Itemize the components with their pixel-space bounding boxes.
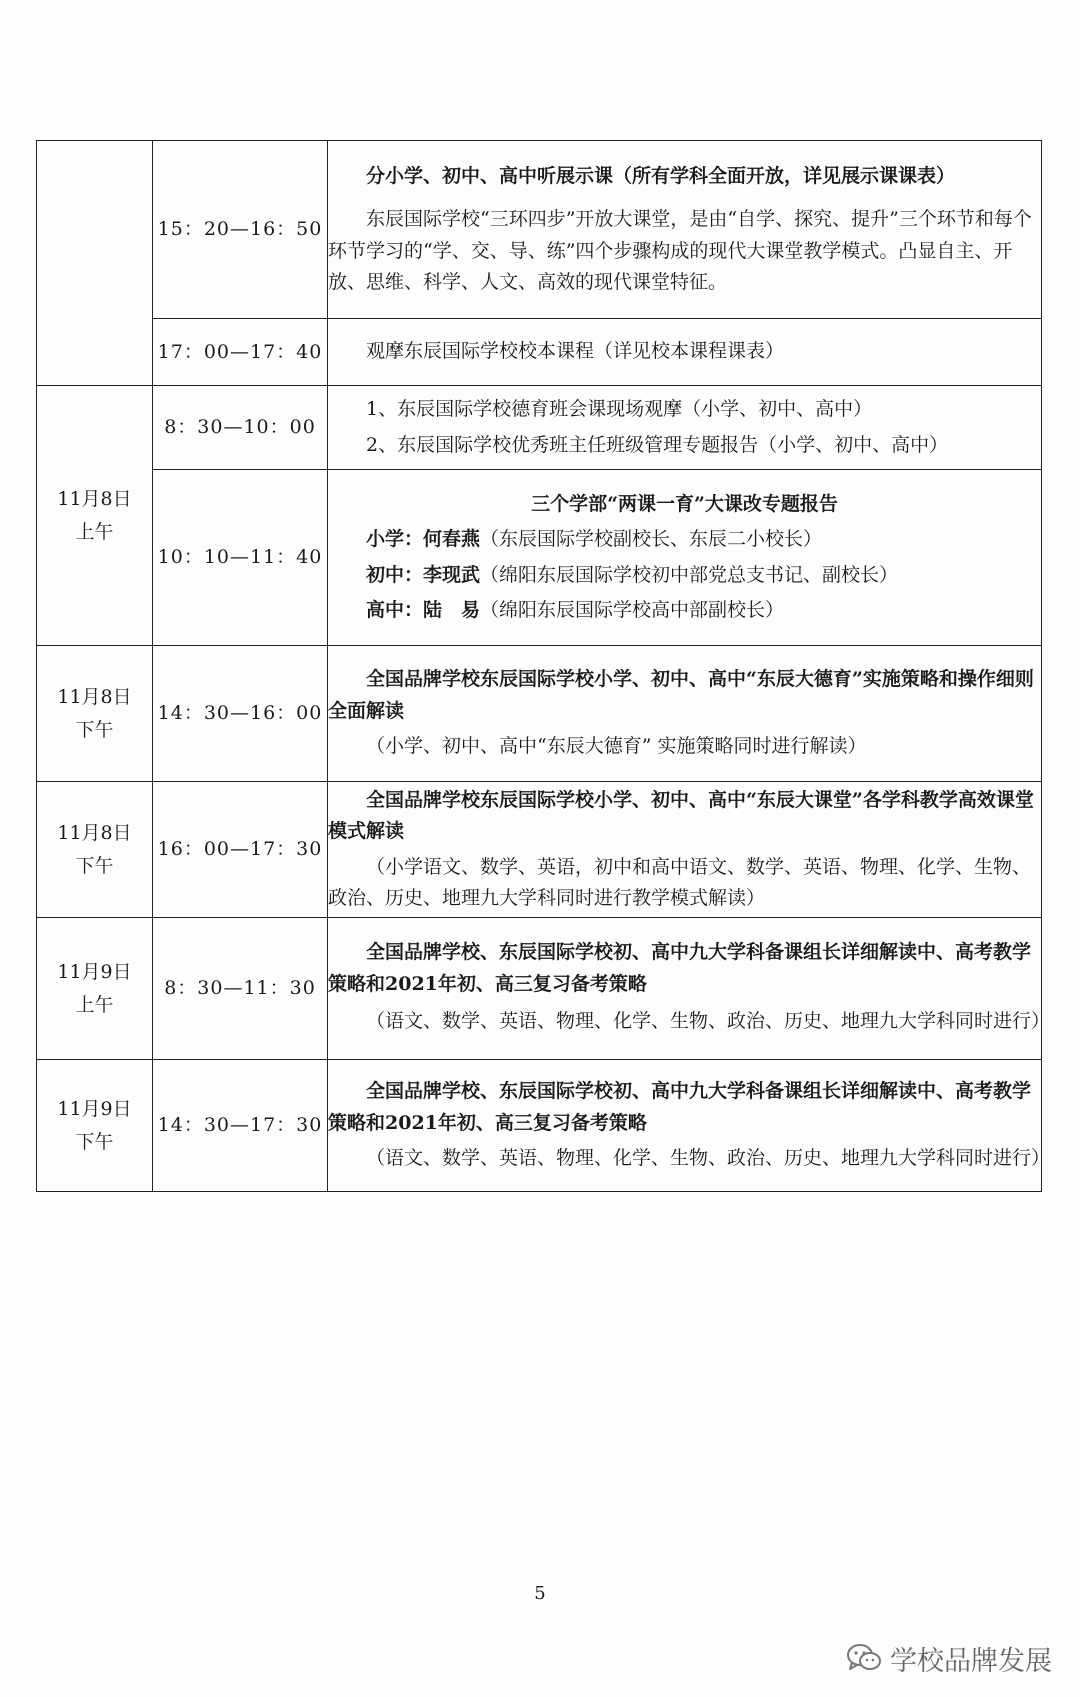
session-title: 分小学、初中、高中听展示课（所有学科全面开放，详见展示课课表） (366, 164, 956, 187)
wechat-icon (846, 1643, 882, 1673)
period-label: 下午 (75, 718, 114, 741)
speaker-line (328, 593, 1041, 628)
session-description: （小学语文、数学、英语，初中和高中语文、数学、英语、物理、化学、生物、政治、历史、地理九大学科同时进行教学模式解读） (328, 855, 1032, 909)
table-row (37, 141, 1042, 319)
period-label: 下午 (75, 854, 114, 877)
date-cell (37, 386, 153, 646)
page-number: 5 (534, 1583, 546, 1604)
time-cell: 10：10—11：40 (153, 470, 328, 646)
date-cell (37, 782, 153, 918)
session-title: 全国品牌学校东辰国际学校小学、初中、高中“东辰大德育”实施策略和操作细则全面解读 (328, 668, 1034, 722)
date-label: 11月9日 (57, 1098, 132, 1121)
date-label: 11月8日 (57, 822, 132, 845)
date-cell (37, 918, 153, 1060)
date-cell (37, 1060, 153, 1192)
list-item: 1、东辰国际学校德育班会课现场观摩（小学、初中、高中） (366, 398, 873, 421)
time-cell: 14：30—16：00 (153, 646, 328, 782)
table-row (37, 918, 1042, 1060)
table-row (37, 1060, 1042, 1192)
content-cell (328, 918, 1051, 1060)
period-label: 下午 (75, 1130, 114, 1153)
content-cell (328, 319, 1042, 386)
date-label: 11月8日 (57, 686, 132, 709)
period-label: 上午 (75, 520, 114, 543)
speaker-title: （东辰国际学校副校长、东辰二小校长） (480, 528, 823, 551)
list-item: 2、东辰国际学校优秀班主任班级管理专题报告（小学、初中、高中） (366, 433, 949, 456)
session-description: （语文、数学、英语、物理、化学、生物、政治、历史、地理九大学科同时进行） (366, 1010, 1051, 1033)
time-cell: 15：20—16：50 (153, 141, 328, 319)
session-title: 全国品牌学校、东辰国际学校初、高中九大学科备课组长详细解读中、高考教学策略和2021年初、高三复习备考策略 (328, 1080, 1032, 1134)
time-cell: 16：00—17：30 (153, 782, 328, 918)
session-title: 三个学部“两课一育”大课改专题报告 (531, 492, 838, 515)
watermark (846, 1640, 1052, 1676)
speaker-name: 小学：何春燕 (366, 528, 481, 551)
table-row (37, 782, 1042, 918)
content-cell (328, 646, 1042, 782)
content-cell (328, 141, 1042, 319)
watermark-text: 学校品牌发展 (890, 1645, 1052, 1677)
content-cell (328, 386, 1042, 470)
schedule-table (36, 140, 1051, 1192)
speaker-title: （绵阳东辰国际学校高中部副校长） (480, 598, 785, 621)
time-cell: 8：30—10：00 (153, 386, 328, 470)
period-label: 上午 (75, 993, 114, 1016)
time-cell: 8：30—11：30 (153, 918, 328, 1060)
table-row (37, 386, 1042, 470)
session-description: （小学、初中、高中“东辰大德育” 实施策略同时进行解读） (366, 735, 867, 758)
date-cell-empty (37, 141, 153, 386)
content-cell (328, 782, 1042, 918)
speaker-name: 高中：陆 易 (366, 598, 481, 621)
speaker-line (328, 558, 1041, 593)
time-cell: 14：30—17：30 (153, 1060, 328, 1192)
speaker-title: （绵阳东辰国际学校初中部党总支书记、副校长） (480, 563, 899, 586)
date-label: 11月9日 (57, 961, 132, 984)
table-row (37, 319, 1042, 386)
speaker-name: 初中：李现武 (366, 563, 481, 586)
table-row (37, 470, 1042, 646)
session-description: 东辰国际学校“三环四步”开放大课堂，是由“自学、探究、提升”三个环节和每个环节学习的“学、交、导、练”四个步骤构成的现代大课堂教学模式。凸显自主、开放、思维、科学、人文、高效的现代课堂特征。 (328, 208, 1032, 293)
content-cell (328, 1060, 1051, 1192)
session-description: （语文、数学、英语、物理、化学、生物、政治、历史、地理九大学科同时进行） (366, 1147, 1051, 1170)
date-label: 11月8日 (57, 488, 132, 511)
session-title: 全国品牌学校东辰国际学校小学、初中、高中“东辰大课堂”各学科教学高效课堂模式解读 (328, 788, 1034, 843)
date-cell (37, 646, 153, 782)
speaker-line (328, 522, 1041, 557)
session-title: 全国品牌学校、东辰国际学校初、高中九大学科备课组长详细解读中、高考教学策略和2021年初、高三复习备考策略 (328, 941, 1032, 995)
content-cell (328, 470, 1042, 646)
session-description: 观摩东辰国际学校校本课程（详见校本课程课表） (366, 340, 785, 363)
table-row (37, 646, 1042, 782)
time-cell: 17：00—17：40 (153, 319, 328, 386)
